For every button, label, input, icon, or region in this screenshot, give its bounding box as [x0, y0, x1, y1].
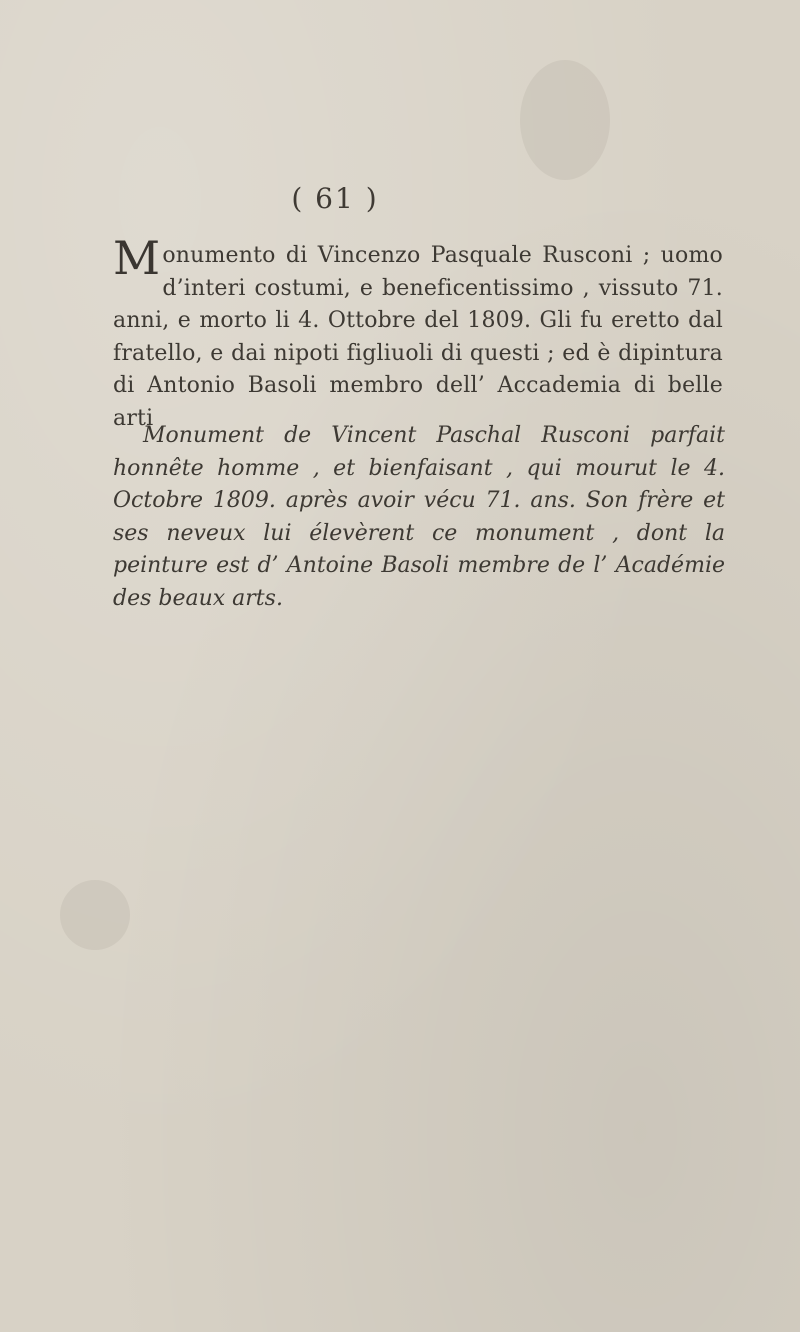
french-paragraph: Monument de Vincent Paschal Rusconi parfait honnête homme , et bienfaisant , qui mourut le 4. Octobre 1809. après avoir vécu 71. ans. Son frère et ses neveux lui élevèrent ce monument , dont la peinture est d’ Antoine Basoli membre de l’ Académie des beaux arts.	[113, 423, 725, 611]
drop-cap: M	[113, 231, 161, 285]
italian-paragraph	[113, 231, 723, 435]
paper-stain	[60, 880, 130, 950]
paper-stain	[520, 60, 610, 180]
page-number: ( 61 )	[291, 182, 379, 215]
italian-text: onumento di Vincenzo Pasquale Rusconi ; uomo d’interi costumi, e beneficentissimo , vissuto 71. anni, e morto li 4. Ottobre del 1809. Gli fu eretto dal fratello, e dai nipoti figliuoli di questi ; ed è dipintura di Antonio Basoli membro dell’ Accademia di belle arti	[113, 243, 723, 431]
